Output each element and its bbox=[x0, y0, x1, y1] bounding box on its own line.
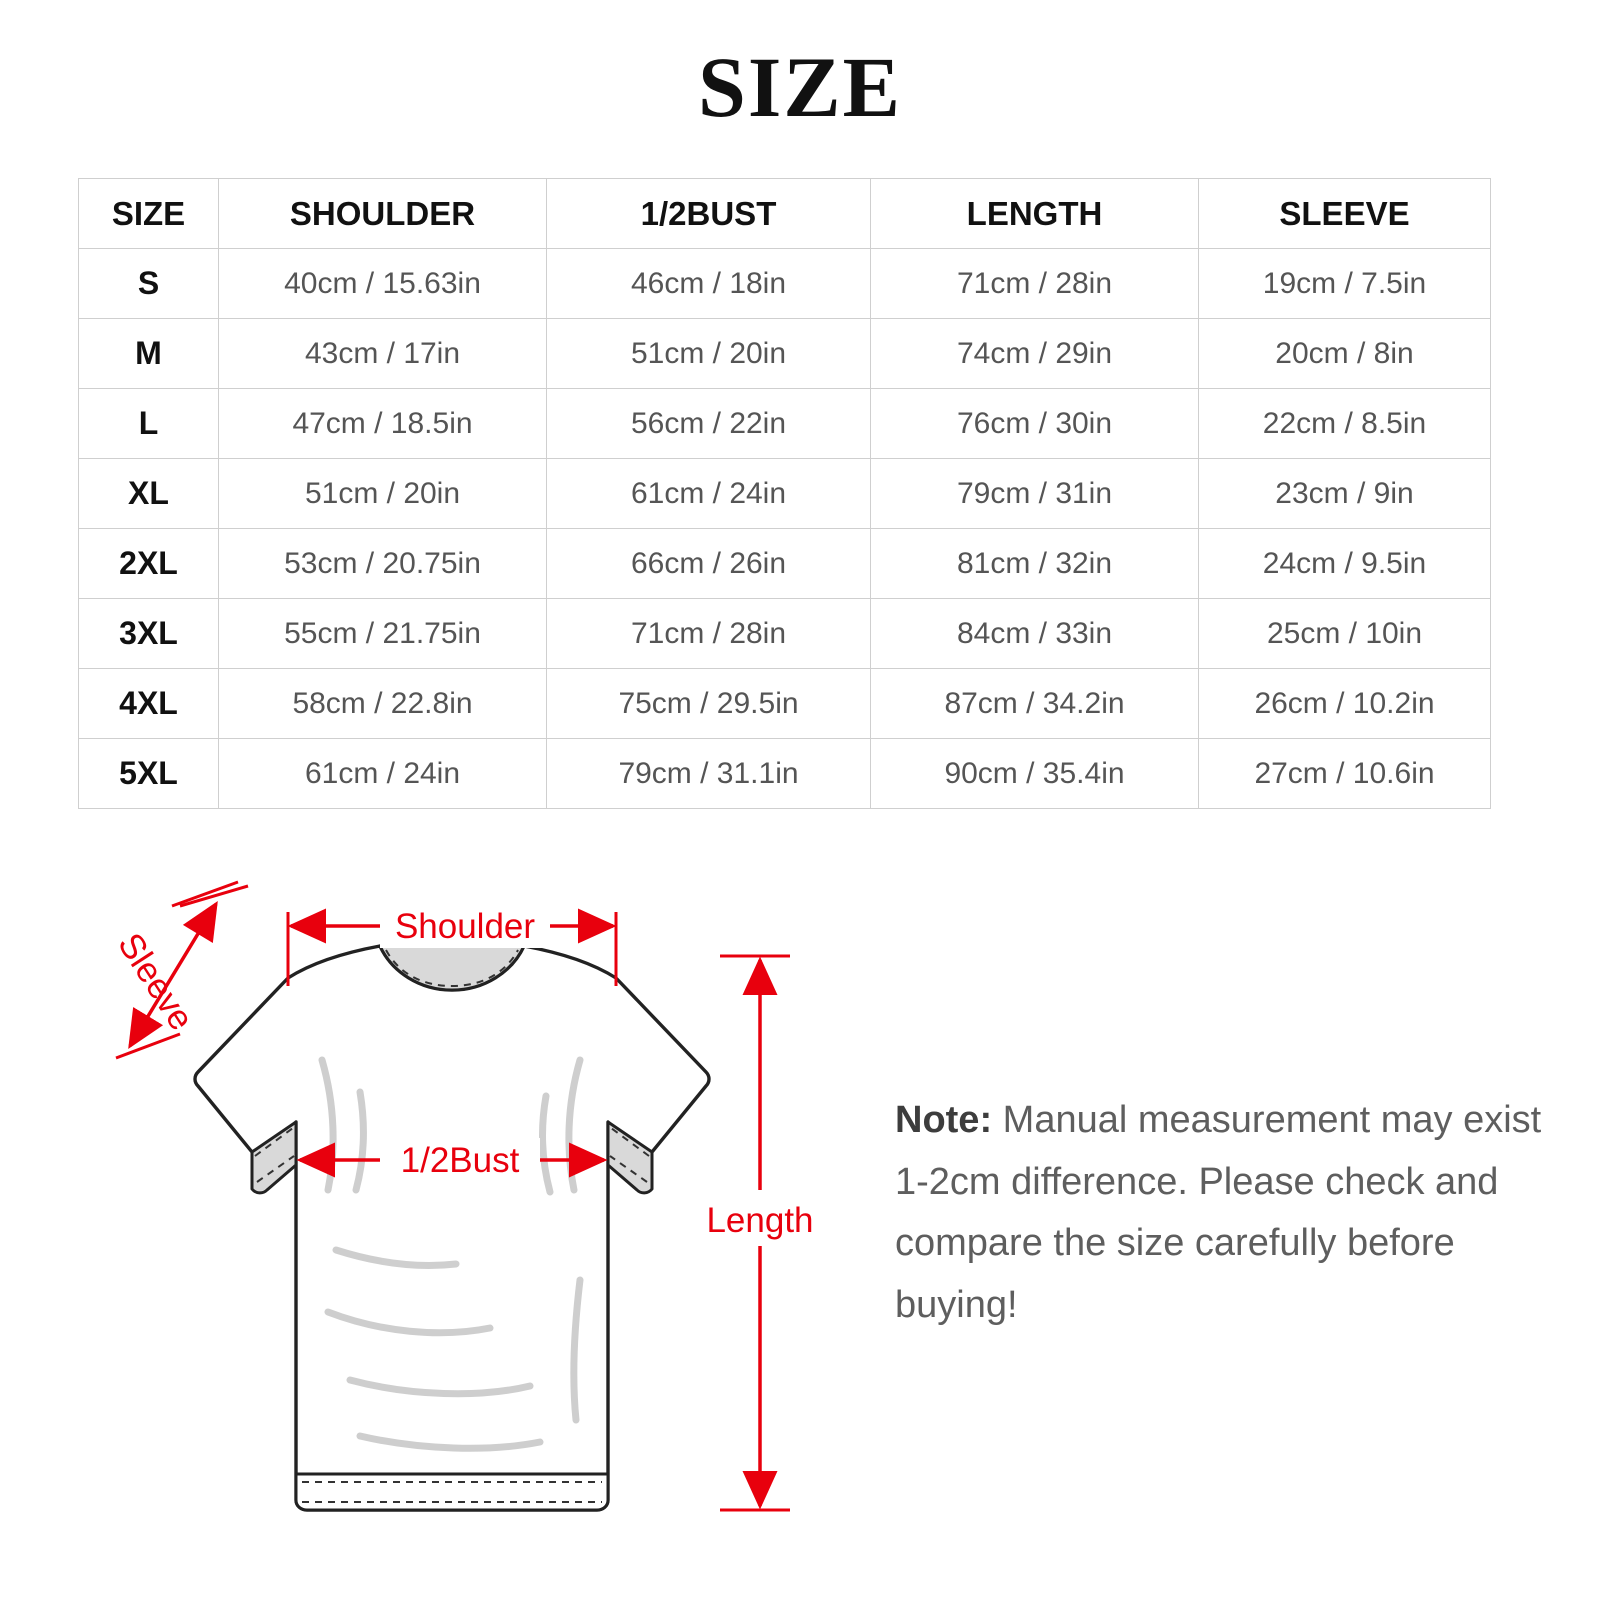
table-row bbox=[79, 319, 1491, 389]
cell-bust: 75cm / 29.5in bbox=[547, 669, 871, 739]
cell-shoulder: 47cm / 18.5in bbox=[219, 389, 547, 459]
cell-size: M bbox=[79, 319, 219, 389]
table-row bbox=[79, 529, 1491, 599]
cell-shoulder: 53cm / 20.75in bbox=[219, 529, 547, 599]
cell-size: S bbox=[79, 249, 219, 319]
table-row bbox=[79, 459, 1491, 529]
cell-size: 5XL bbox=[79, 739, 219, 809]
note-block bbox=[895, 1090, 1545, 1336]
cell-length: 71cm / 28in bbox=[871, 249, 1199, 319]
cell-bust: 66cm / 26in bbox=[547, 529, 871, 599]
table-row bbox=[79, 739, 1491, 809]
column-header-size: SIZE bbox=[79, 179, 219, 249]
column-header-length: LENGTH bbox=[871, 179, 1199, 249]
note-label: Note: bbox=[895, 1099, 993, 1141]
cell-size: 4XL bbox=[79, 669, 219, 739]
table-row bbox=[79, 599, 1491, 669]
table-row bbox=[79, 669, 1491, 739]
table-row bbox=[79, 389, 1491, 459]
cell-size: L bbox=[79, 389, 219, 459]
cell-size: XL bbox=[79, 459, 219, 529]
label-sleeve: Sleeve bbox=[110, 926, 202, 1038]
cell-length: 79cm / 31in bbox=[871, 459, 1199, 529]
cell-shoulder: 40cm / 15.63in bbox=[219, 249, 547, 319]
column-header-shoulder: SHOULDER bbox=[219, 179, 547, 249]
cell-size: 2XL bbox=[79, 529, 219, 599]
column-header-sleeve: SLEEVE bbox=[1199, 179, 1491, 249]
cell-shoulder: 55cm / 21.75in bbox=[219, 599, 547, 669]
cell-sleeve: 23cm / 9in bbox=[1199, 459, 1491, 529]
table-row bbox=[79, 249, 1491, 319]
tshirt-measurement-diagram bbox=[60, 860, 860, 1560]
cell-bust: 46cm / 18in bbox=[547, 249, 871, 319]
sleeve-dimension bbox=[110, 882, 248, 1058]
column-header-bust: 1/2BUST bbox=[547, 179, 871, 249]
cell-sleeve: 25cm / 10in bbox=[1199, 599, 1491, 669]
table-header-row bbox=[79, 179, 1491, 249]
cell-shoulder: 61cm / 24in bbox=[219, 739, 547, 809]
cell-size: 3XL bbox=[79, 599, 219, 669]
cell-shoulder: 58cm / 22.8in bbox=[219, 669, 547, 739]
cell-length: 90cm / 35.4in bbox=[871, 739, 1199, 809]
cell-sleeve: 20cm / 8in bbox=[1199, 319, 1491, 389]
size-table bbox=[78, 178, 1491, 809]
cell-bust: 71cm / 28in bbox=[547, 599, 871, 669]
cell-sleeve: 19cm / 7.5in bbox=[1199, 249, 1491, 319]
size-table-container bbox=[78, 178, 1490, 809]
label-half-bust: 1/2Bust bbox=[400, 1141, 520, 1180]
label-length: Length bbox=[706, 1201, 814, 1240]
cell-shoulder: 51cm / 20in bbox=[219, 459, 547, 529]
note-text: Manual measurement may exist 1-2cm difference. Please check and compare the size carefully before buying! bbox=[895, 1099, 1542, 1326]
cell-length: 84cm / 33in bbox=[871, 599, 1199, 669]
tshirt-illustration bbox=[195, 932, 709, 1510]
cell-bust: 51cm / 20in bbox=[547, 319, 871, 389]
cell-sleeve: 26cm / 10.2in bbox=[1199, 669, 1491, 739]
cell-bust: 79cm / 31.1in bbox=[547, 739, 871, 809]
label-shoulder: Shoulder bbox=[394, 907, 536, 946]
cell-shoulder: 43cm / 17in bbox=[219, 319, 547, 389]
cell-sleeve: 27cm / 10.6in bbox=[1199, 739, 1491, 809]
cell-length: 87cm / 34.2in bbox=[871, 669, 1199, 739]
page-title: SIZE bbox=[697, 39, 903, 135]
cell-sleeve: 24cm / 9.5in bbox=[1199, 529, 1491, 599]
cell-length: 81cm / 32in bbox=[871, 529, 1199, 599]
cell-length: 76cm / 30in bbox=[871, 389, 1199, 459]
length-dimension bbox=[706, 956, 813, 1510]
cell-sleeve: 22cm / 8.5in bbox=[1199, 389, 1491, 459]
cell-bust: 61cm / 24in bbox=[547, 459, 871, 529]
cell-length: 74cm / 29in bbox=[871, 319, 1199, 389]
cell-bust: 56cm / 22in bbox=[547, 389, 871, 459]
